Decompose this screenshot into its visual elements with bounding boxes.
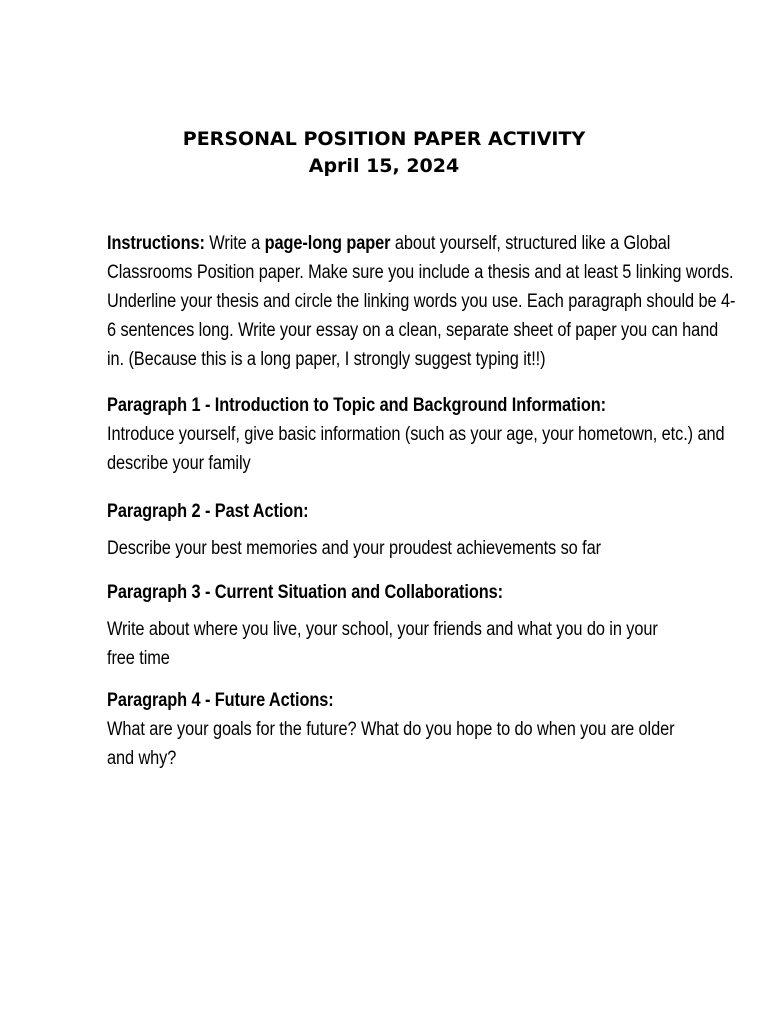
instructions-text-b: about yourself, structured like a Global xyxy=(390,233,671,254)
paragraph-4-line-2: and why? xyxy=(107,748,177,769)
instructions-line-5: in. (Because this is a long paper, I strongly suggest typing it!!) xyxy=(107,349,546,370)
instructions-section xyxy=(107,229,736,374)
paragraph-1-line-2: describe your family xyxy=(107,453,251,474)
paragraph-4-section xyxy=(107,686,675,773)
instructions-line-4: 6 sentences long. Write your essay on a clean, separate sheet of paper you can hand xyxy=(107,320,719,341)
instructions-label: Instructions: xyxy=(107,233,205,254)
paragraph-4-heading: Paragraph 4 - Future Actions: xyxy=(107,690,334,711)
document-title: PERSONAL POSITION PAPER ACTIVITY xyxy=(182,128,586,150)
paragraph-3-heading: Paragraph 3 - Current Situation and Collaborations: xyxy=(107,582,503,603)
paragraph-3-line-2: free time xyxy=(107,648,170,669)
instructions-line-1 xyxy=(107,229,671,258)
paragraph-4-line-1: What are your goals for the future? What do you hope to do when you are older xyxy=(107,719,675,740)
paragraph-3-line-1: Write about where you live, your school, your friends and what you do in your xyxy=(107,619,658,640)
paragraph-3-section xyxy=(107,578,658,673)
title-block xyxy=(0,126,768,180)
paragraph-2-section xyxy=(107,497,606,563)
instructions-text-a: Write a xyxy=(204,233,265,254)
instructions-line-2: Classrooms Position paper. Make sure you include a thesis and at least 5 linking words. xyxy=(107,262,734,283)
paragraph-1-section xyxy=(107,391,725,478)
instructions-emphasis: page-long paper xyxy=(264,233,391,254)
instructions-line-3: Underline your thesis and circle the linking words you use. Each paragraph should be 4- xyxy=(107,291,736,312)
paragraph-2-heading: Paragraph 2 - Past Action: xyxy=(107,501,309,522)
paragraph-1-line-1: Introduce yourself, give basic information (such as your age, your hometown, etc.) and xyxy=(107,424,725,445)
document-date: April 15, 2024 xyxy=(308,155,460,177)
paragraph-1-heading: Paragraph 1 - Introduction to Topic and Background Information: xyxy=(107,395,607,416)
paragraph-2-line-1: Describe your best memories and your proudest achievements so far xyxy=(107,538,601,559)
